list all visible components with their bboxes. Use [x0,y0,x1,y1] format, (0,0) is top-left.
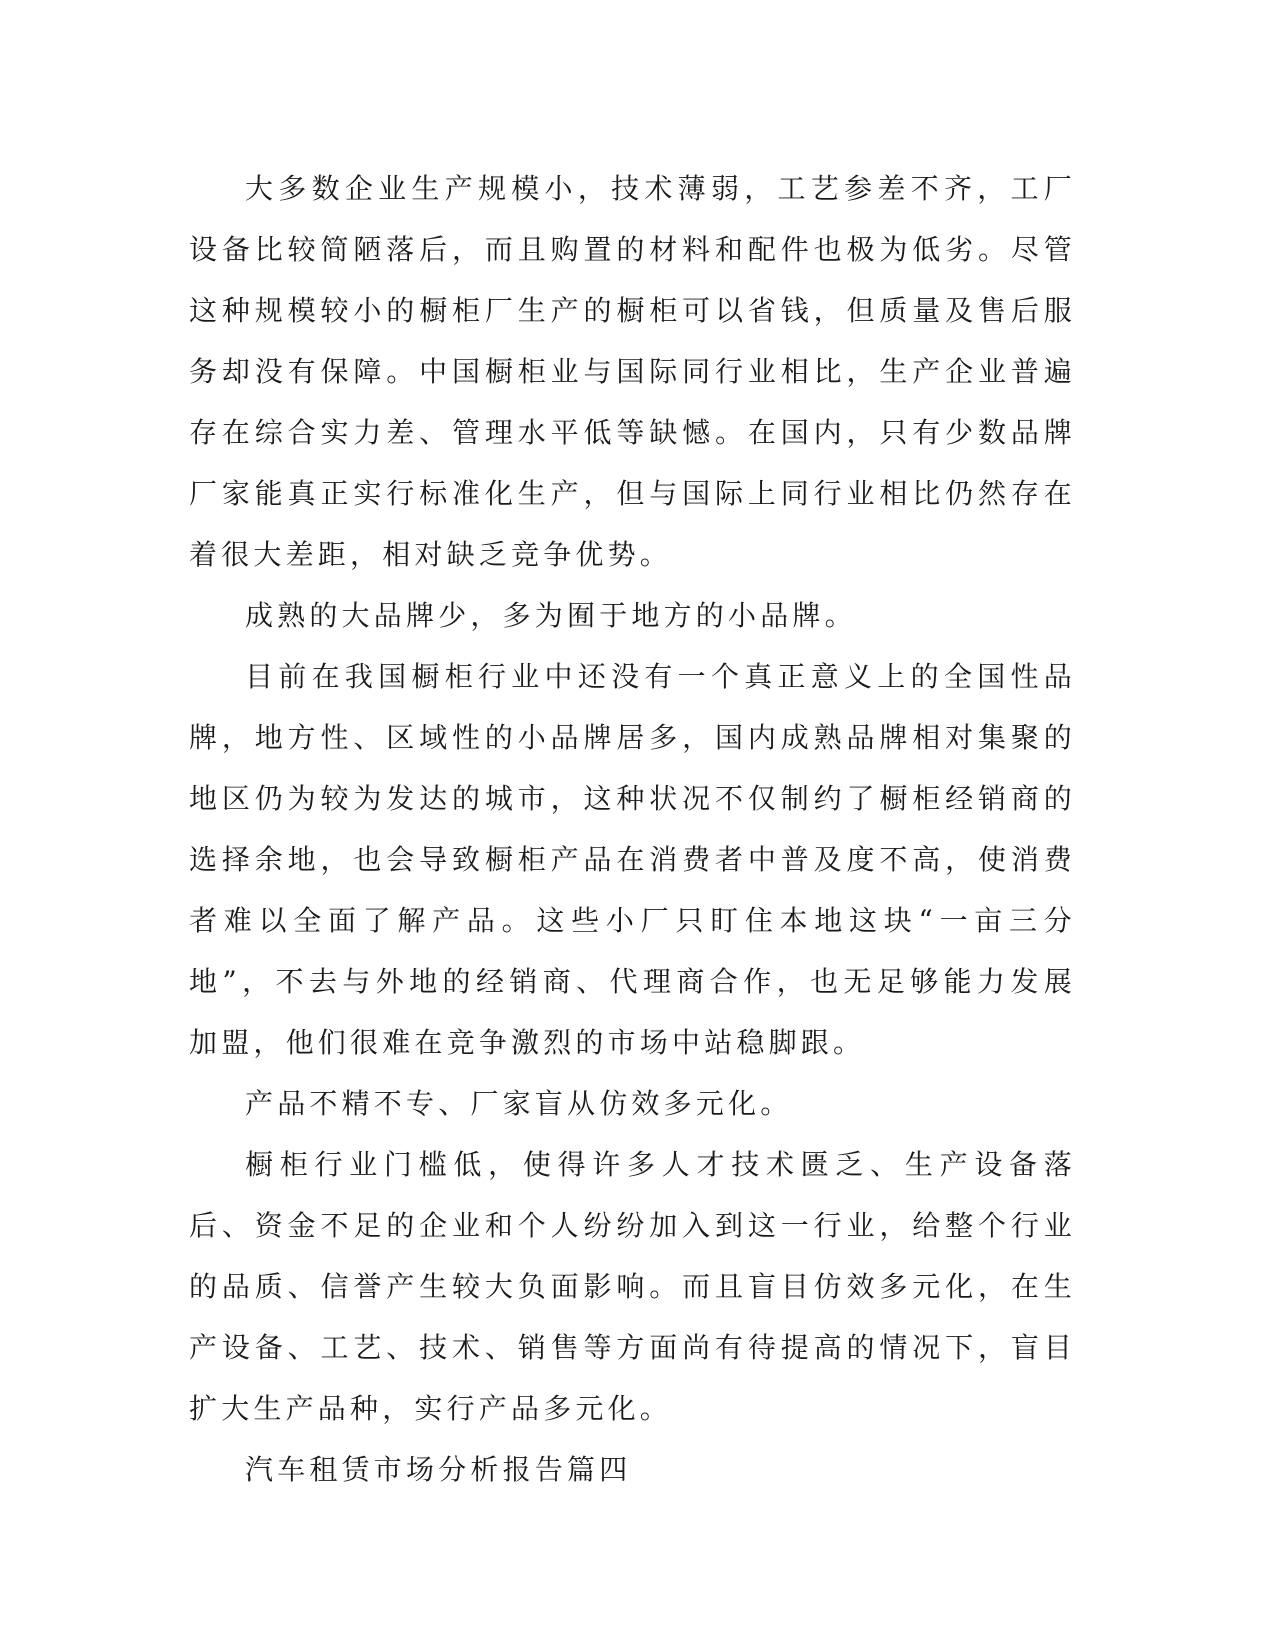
paragraph-heading-blind-diversification: 产品不精不专、厂家盲从仿效多元化。 [245,1087,793,1120]
paragraph-section-title: 汽车租赁市场分析报告篇四 [245,1453,632,1486]
paragraph-no-national-brand: 目前在我国橱柜行业中还没有一个真正意义上的全国性品牌，地方性、区域性的小品牌居多，国内成熟品牌相对集聚的地区仍为较为发达的城市，这种状况不仅制约了橱柜经销商的选择余地，也会导致橱柜产品在消费者中普及度不高，使消费者难以全面了解产品。这些小厂只盯住本地这块“一亩三分地”，不去与外地的经销商、代理商合作，也无足够能力发展加盟，他们很难在竞争激烈的市场中站稳脚跟。 [189,660,1076,1059]
paragraph-small-scale-enterprises: 大多数企业生产规模小，技术薄弱，工艺参差不齐，工厂设备比较简陋落后，而且购置的材料和配件也极为低劣。尽管这种规模较小的橱柜厂生产的橱柜可以省钱，但质量及售后服务却没有保障。中国橱柜业与国际同行业相比，生产企业普遍存在综合实力差、管理水平低等缺憾。在国内，只有少数品牌厂家能真正实行标准化生产，但与国际上同行业相比仍然存在着很大差距，相对缺乏竞争优势。 [189,172,1076,571]
paragraph-low-threshold: 橱柜行业门槛低，使得许多人才技术匮乏、生产设备落后、资金不足的企业和个人纷纷加入到这一行业，给整个行业的品质、信誉产生较大负面影响。而且盲目仿效多元化，在生产设备、工艺、技术、销售等方面尚有待提高的情况下，盲目扩大生产品种，实行产品多元化。 [189,1148,1076,1425]
document-body [189,158,1076,1500]
paragraph-heading-few-big-brands: 成熟的大品牌少，多为囿于地方的小品牌。 [245,599,857,632]
